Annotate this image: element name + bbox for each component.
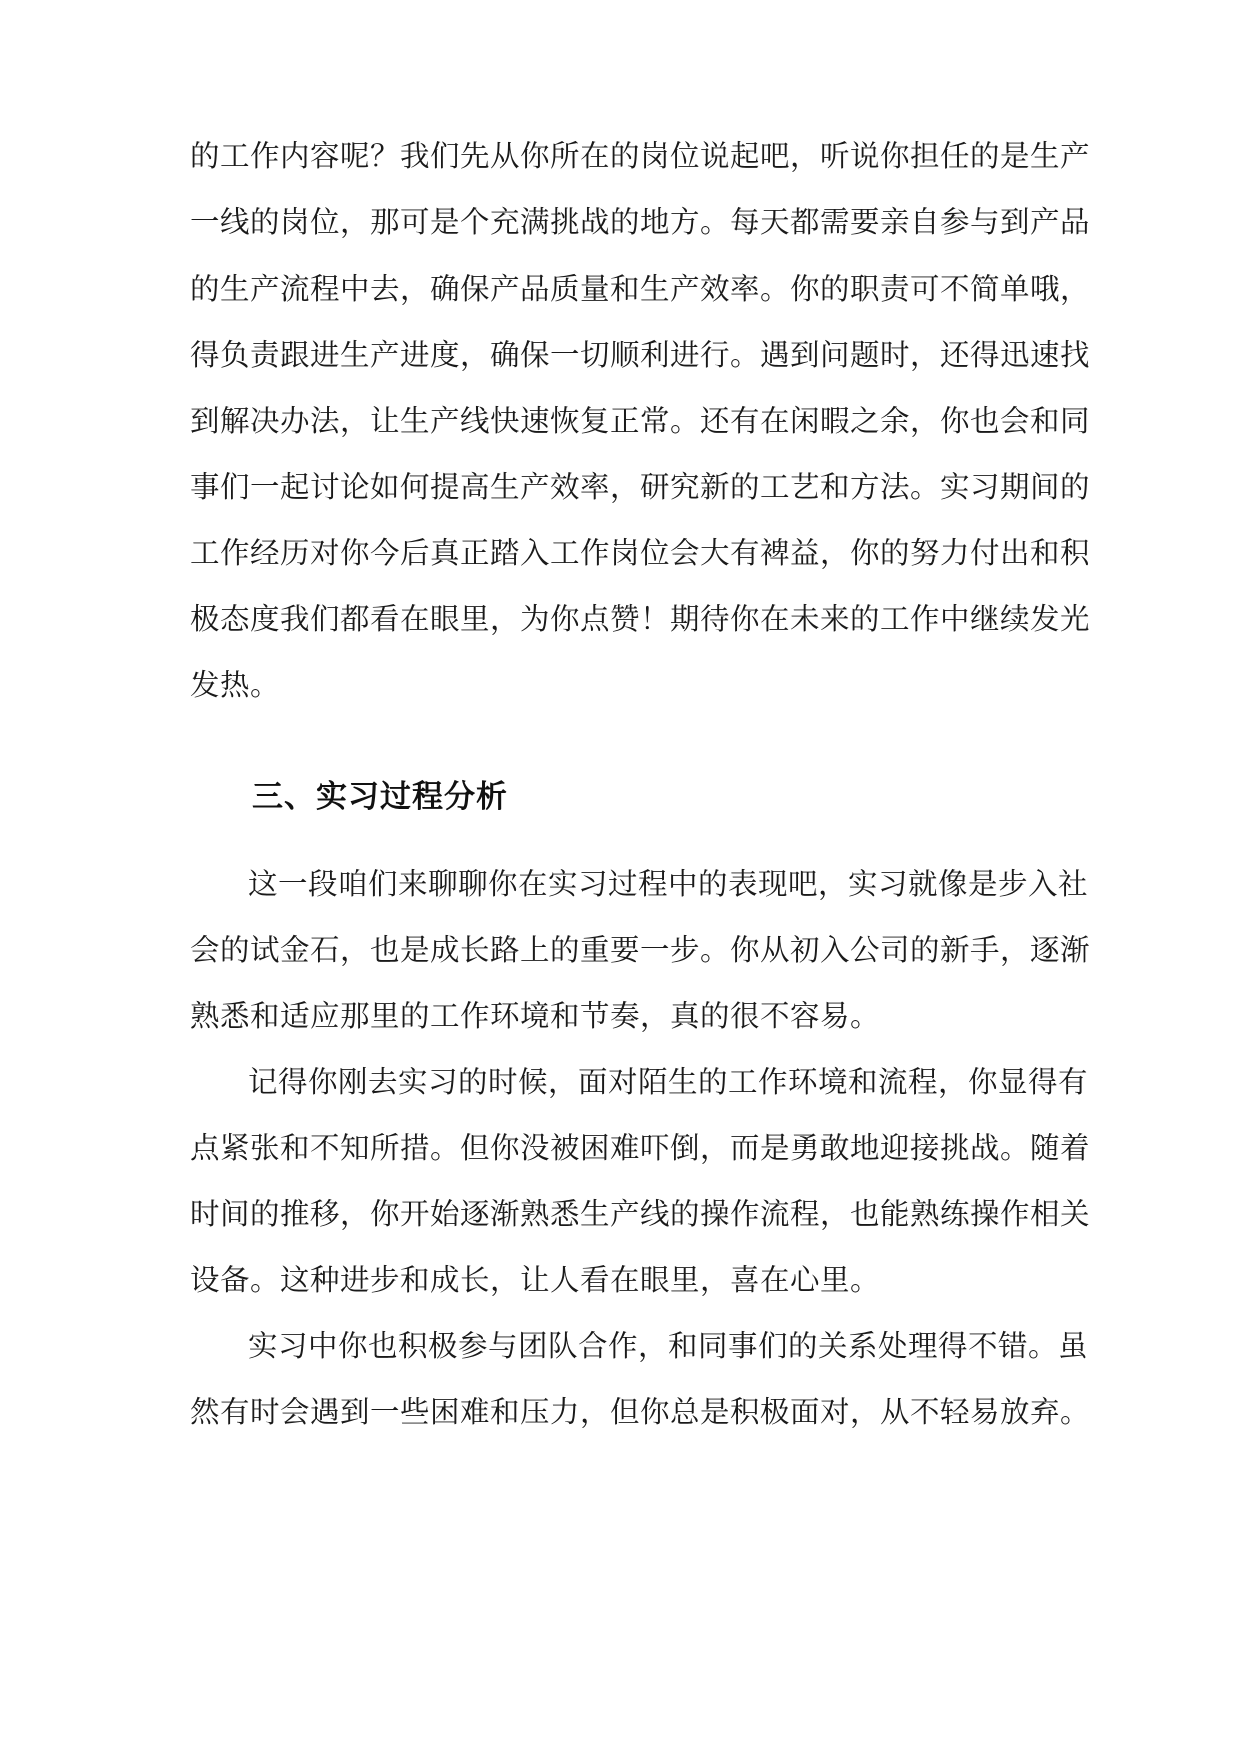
paragraph-line: 这一段咱们来聊聊你在实习过程中的表现吧，实习就像是步入社 (248, 867, 1089, 901)
paragraph-line: 实习中你也积极参与团队合作，和同事们的关系处理得不错。虽 (248, 1329, 1089, 1363)
paragraph-line: 会的试金石，也是成长路上的重要一步。你从初入公司的新手，逐渐 (190, 933, 1091, 967)
paragraph-line: 的生产流程中去，确保产品质量和生产效率。你的职责可不简单哦， (190, 272, 1091, 306)
paragraph-line: 记得你刚去实习的时候，面对陌生的工作环境和流程，你显得有 (248, 1065, 1089, 1099)
paragraph-line: 时间的推移，你开始逐渐熟悉生产线的操作流程，也能熟练操作相关 (190, 1197, 1091, 1231)
paragraph-line: 工作经历对你今后真正踏入工作岗位会大有裨益，你的努力付出和积 (190, 536, 1091, 570)
paragraph-line: 发热。 (190, 668, 281, 702)
paragraph-line: 点紧张和不知所措。但你没被困难吓倒，而是勇敢地迎接挑战。随着 (190, 1131, 1091, 1165)
paragraph-line: 到解决办法，让生产线快速恢复正常。还有在闲暇之余，你也会和同 (190, 404, 1091, 438)
paragraph-line: 一线的岗位，那可是个充满挑战的地方。每天都需要亲自参与到产品 (190, 205, 1091, 239)
paragraph-line: 的工作内容呢？我们先从你所在的岗位说起吧，听说你担任的是生产 (190, 139, 1091, 173)
paragraph-line: 事们一起讨论如何提高生产效率，研究新的工艺和方法。实习期间的 (190, 470, 1091, 504)
paragraph-line: 熟悉和适应那里的工作环境和节奏，真的很不容易。 (190, 999, 881, 1033)
section-heading: 三、实习过程分析 (252, 779, 508, 815)
paragraph-line: 设备。这种进步和成长，让人看在眼里，喜在心里。 (190, 1263, 881, 1297)
paragraph-line: 极态度我们都看在眼里，为你点赞！期待你在未来的工作中继续发光 (190, 602, 1091, 636)
paragraph-line: 然有时会遇到一些困难和压力，但你总是积极面对，从不轻易放弃。 (190, 1395, 1091, 1429)
paragraph-line: 得负责跟进生产进度，确保一切顺利进行。遇到问题时，还得迅速找 (190, 338, 1091, 372)
